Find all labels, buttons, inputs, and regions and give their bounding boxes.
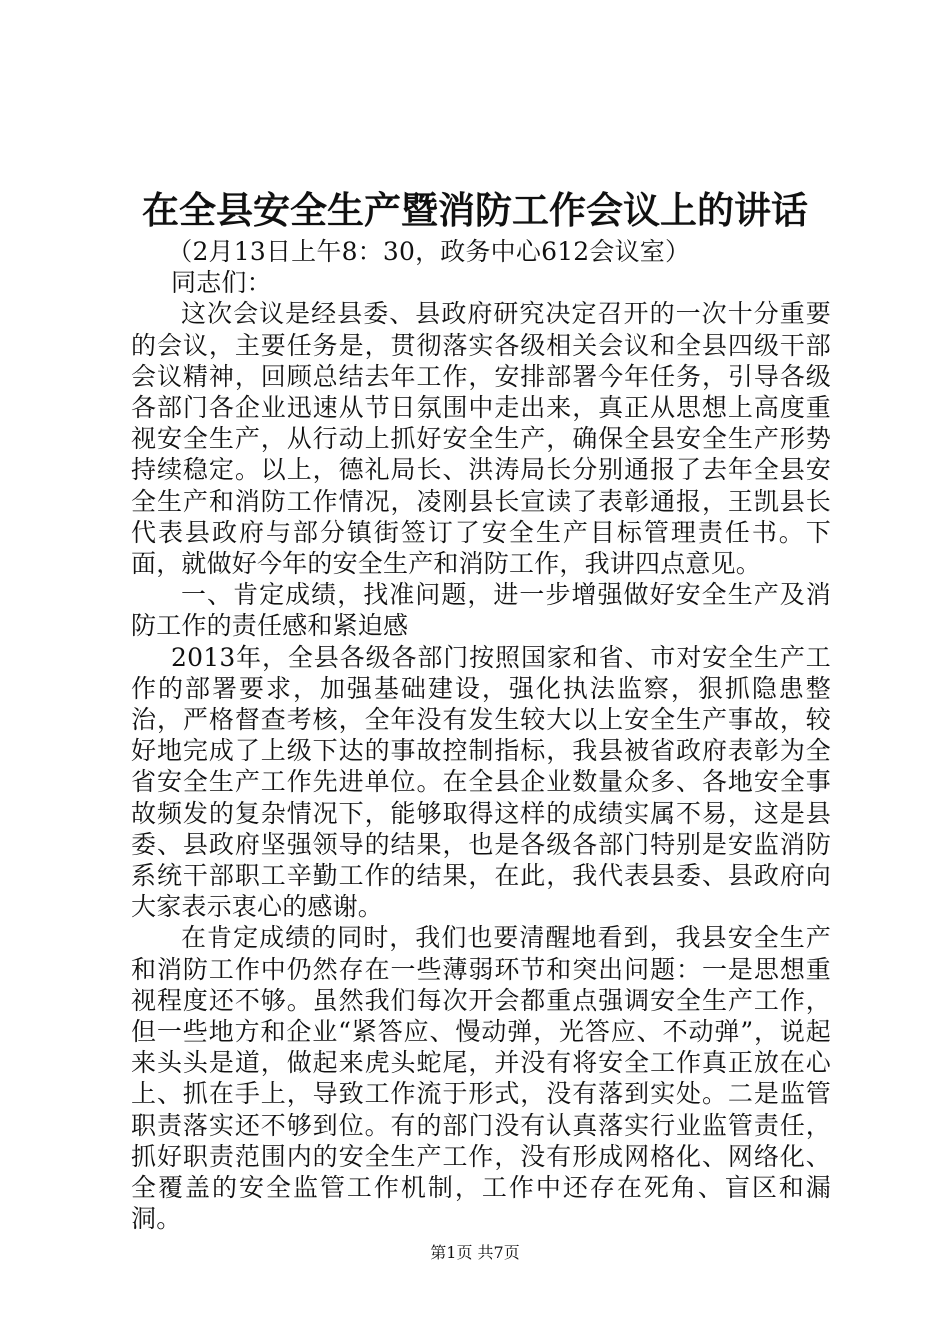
paragraph-intro: 这次会议是经县委、县政府研究决定召开的一次十分重要的会议，主要任务是，贯彻落实各级相关会议和全县四级干部会议精神，回顾总结去年工作，安排部署今年任务，引导各级各部门各企业迅速从节日氛围中走出来，真正从思想上高度重视安全生产，从行动上抓好安全生产，确保全县安全生产形势持续稳定。以上，德礼局长、洪涛局长分别通报了去年全县安全生产和消防工作情况，凌刚县长宣读了表彰通报，王凯县长代表县政府与部分镇街签订了安全生产目标管理责任书。下面，就做好今年的安全生产和消防工作，我讲四点意见。 [131, 299, 831, 579]
document-body [131, 236, 831, 1235]
paragraph-achievements: 2013年，全县各级各部门按照国家和省、市对安全生产工作的部署要求，加强基础建设，强化执法监察，狠抓隐患整治，严格督查考核，全年没有发生较大以上安全生产事故，较好地完成了上级下达的事故控制指标，我县被省政府表彰为全省安全生产工作先进单位。在全县企业数量众多、各地安全事故频发的复杂情况下，能够取得这样的成绩实属不易，这是县委、县政府坚强领导的结果，也是各级各部门特别是安监消防系统干部职工辛勤工作的结果，在此，我代表县委、县政府向大家表示衷心的感谢。 [131, 642, 831, 922]
salutation: 同志们： [171, 268, 272, 298]
meeting-info: （2月13日上午8：30，政务中心612会议室） [167, 237, 691, 266]
page-number: 第1页 共7页 [430, 1243, 520, 1262]
document-title: 在全县安全生产暨消防工作会议上的讲话 [142, 188, 808, 232]
paragraph-problems: 在肯定成绩的同时，我们也要清醒地看到，我县安全生产和消防工作中仍然存在一些薄弱环节和突出问题：一是思想重视程度还不够。虽然我们每次开会都重点强调安全生产工作，但一些地方和企业“紧答应、慢动弹，光答应、不动弹”，说起来头头是道，做起来虎头蛇尾，并没有将安全工作真正放在心上、抓在手上，导致工作流于形式，没有落到实处。二是监管职责落实还不够到位。有的部门没有认真落实行业监管责任，抓好职责范围内的安全生产工作，没有形成网格化、网络化、全覆盖的安全监管工作机制，工作中还存在死角、盲区和漏洞。 [131, 923, 831, 1234]
section-heading-1: 一、肯定成绩，找准问题，进一步增强做好安全生产及消防工作的责任感和紧迫感 [131, 580, 831, 641]
